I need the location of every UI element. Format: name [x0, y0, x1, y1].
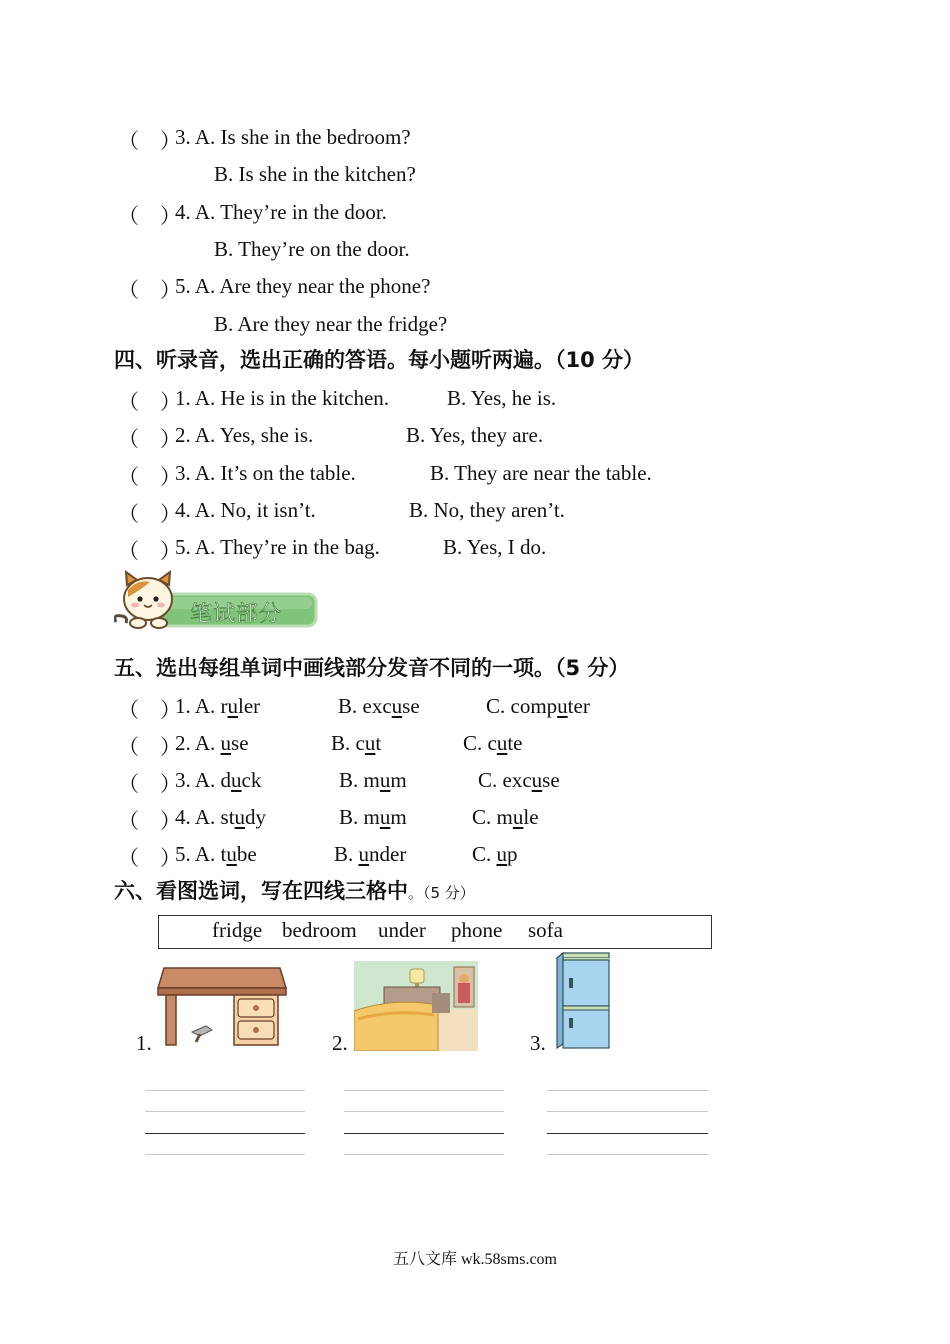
grid-line: [145, 1111, 305, 1112]
option-a: 5. A. Are they near the phone?: [175, 274, 431, 298]
word-c: C. mule: [472, 805, 539, 829]
option-b: B. Yes, I do.: [443, 535, 547, 559]
grid-line: [547, 1154, 708, 1155]
word-a: 5. A. tube: [175, 842, 257, 866]
fridge-picture-icon: [555, 952, 613, 1050]
answer-paren[interactable]: （ ）: [118, 390, 181, 414]
option-a: 5. A. They’re in the bag.: [175, 535, 380, 559]
section6-heading: 六、看图选词，写在四线三格中。（5 分）: [114, 879, 475, 903]
answer-paren[interactable]: （ ）: [118, 204, 181, 228]
grid-line: [344, 1154, 504, 1155]
answer-paren[interactable]: （ ）: [118, 427, 181, 451]
grid-line: [344, 1111, 504, 1112]
grid-line: [547, 1090, 708, 1091]
option-b: B. Yes, they are.: [406, 423, 544, 447]
answer-paren[interactable]: （ ）: [118, 846, 181, 870]
section5-heading: 五、选出每组单词中画线部分发音不同的一项。（5 分）: [114, 656, 630, 680]
word-a: 4. A. study: [175, 805, 267, 829]
answer-paren[interactable]: （ ）: [118, 465, 181, 489]
grid-line: [547, 1133, 708, 1134]
option-b: B. They are near the table.: [430, 461, 652, 485]
word-b: B. under: [334, 842, 407, 866]
option-b: B. Is she in the kitchen?: [214, 162, 416, 186]
option-a: 4. A. No, it isn’t.: [175, 498, 316, 522]
word-bank-item: fridge: [212, 918, 263, 942]
word-bank: [158, 915, 712, 949]
grid-line: [547, 1111, 708, 1112]
answer-paren[interactable]: （ ）: [118, 502, 181, 526]
footer-watermark: 五八文库 wk.58sms.com: [392, 1251, 557, 1268]
section4-heading: 四、听录音，选出正确的答语。每小题听两遍。（10 分）: [114, 348, 645, 372]
word-c: C. up: [472, 842, 518, 866]
answer-paren[interactable]: （ ）: [118, 278, 181, 302]
picture-label: 3.: [530, 1031, 546, 1055]
option-a: 2. A. Yes, she is.: [175, 423, 314, 447]
word-c: C. excuse: [478, 768, 560, 792]
option-a: 4. A. They’re in the door.: [175, 200, 387, 224]
grid-line: [145, 1154, 305, 1155]
grid-line: [344, 1090, 504, 1091]
written-part-banner: [114, 570, 318, 630]
word-b: B. cut: [331, 731, 382, 755]
picture-label: 2.: [332, 1031, 348, 1055]
word-bank-item: sofa: [528, 918, 563, 942]
word-a: 1. A. ruler: [175, 694, 261, 718]
option-b: B. Yes, he is.: [447, 386, 557, 410]
word-c: C. cute: [463, 731, 523, 755]
word-b: B. mum: [339, 805, 407, 829]
banner-label: 笔试部分: [190, 602, 283, 627]
word-a: 2. A. use: [175, 731, 249, 755]
desk-picture-icon: [156, 966, 288, 1048]
answer-paren[interactable]: （ ）: [118, 809, 181, 833]
word-b: B. excuse: [338, 694, 420, 718]
picture-label: 1.: [136, 1031, 152, 1055]
option-b: B. They’re on the door.: [214, 237, 410, 261]
word-bank-item: bedroom: [282, 918, 357, 942]
option-a: 1. A. He is in the kitchen.: [175, 386, 390, 410]
bedroom-picture-icon: [354, 961, 478, 1051]
option-b: B. No, they aren’t.: [409, 498, 565, 522]
word-bank-item: under: [378, 918, 426, 942]
answer-paren[interactable]: （ ）: [118, 735, 181, 759]
answer-paren[interactable]: （ ）: [118, 698, 181, 722]
answer-paren[interactable]: （ ）: [118, 539, 181, 563]
grid-line: [145, 1133, 305, 1134]
option-a: 3. A. It’s on the table.: [175, 461, 356, 485]
answer-paren[interactable]: （ ）: [118, 129, 181, 153]
option-a: 3. A. Is she in the bedroom?: [175, 125, 411, 149]
word-a: 3. A. duck: [175, 768, 262, 792]
grid-line: [344, 1133, 504, 1134]
word-c: C. computer: [486, 694, 590, 718]
answer-paren[interactable]: （ ）: [118, 772, 181, 796]
word-bank-item: phone: [451, 918, 503, 942]
option-b: B. Are they near the fridge?: [214, 312, 448, 336]
grid-line: [145, 1090, 305, 1091]
word-b: B. mum: [339, 768, 407, 792]
